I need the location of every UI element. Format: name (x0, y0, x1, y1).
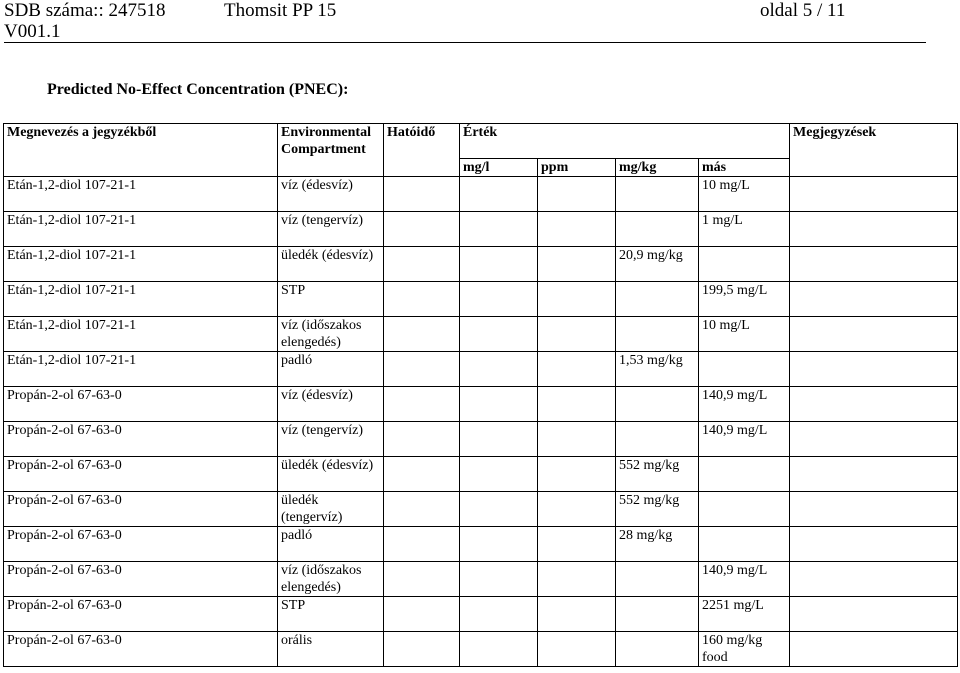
table-row (4, 352, 958, 387)
col-header-period: Hatóidő (384, 124, 460, 159)
col-header-remarks: Megjegyzések (790, 124, 958, 159)
cell-mgkg (616, 177, 699, 212)
cell-period (384, 632, 460, 667)
cell-mgkg (616, 632, 699, 667)
cell-compartment: üledék (édesvíz) (278, 457, 384, 492)
cell-remarks (790, 352, 958, 387)
table-row (4, 282, 958, 317)
cell-compartment: orális (278, 632, 384, 667)
cell-mgl (460, 212, 538, 247)
header-sdb-number: SDB száma:: 247518 (4, 0, 166, 21)
cell-compartment: víz (tengervíz) (278, 422, 384, 457)
col-header-mgkg: mg/kg (616, 159, 699, 177)
cell-compartment: víz (időszakos elengedés) (278, 317, 384, 352)
cell-name: Etán-1,2-diol 107-21-1 (4, 317, 278, 352)
cell-mgl (460, 352, 538, 387)
table-row (4, 527, 958, 562)
cell-mgkg (616, 212, 699, 247)
cell-ppm (538, 422, 616, 457)
pnec-table (3, 123, 958, 667)
cell-mgl (460, 562, 538, 597)
cell-mgkg (616, 282, 699, 317)
cell-mgkg (616, 387, 699, 422)
cell-other: 199,5 mg/L (699, 282, 790, 317)
cell-ppm (538, 597, 616, 632)
cell-name: Etán-1,2-diol 107-21-1 (4, 212, 278, 247)
header-version: V001.1 (4, 21, 61, 42)
cell-mgl (460, 597, 538, 632)
cell-period (384, 562, 460, 597)
cell-compartment: padló (278, 527, 384, 562)
cell-period (384, 177, 460, 212)
cell-remarks (790, 632, 958, 667)
table-row (4, 317, 958, 352)
cell-mgkg (616, 597, 699, 632)
cell-period (384, 352, 460, 387)
cell-compartment: STP (278, 597, 384, 632)
table-row (4, 597, 958, 632)
col-header-period-spacer (384, 159, 460, 177)
table-row (4, 387, 958, 422)
table-row (4, 562, 958, 597)
cell-mgl (460, 422, 538, 457)
cell-mgkg: 1,53 mg/kg (616, 352, 699, 387)
cell-period (384, 387, 460, 422)
cell-mgkg: 28 mg/kg (616, 527, 699, 562)
cell-other (699, 457, 790, 492)
cell-name: Propán-2-ol 67-63-0 (4, 632, 278, 667)
cell-ppm (538, 632, 616, 667)
cell-compartment: üledék (tengervíz) (278, 492, 384, 527)
cell-name: Propán-2-ol 67-63-0 (4, 492, 278, 527)
col-header-name-spacer (4, 159, 278, 177)
cell-period (384, 597, 460, 632)
cell-name: Etán-1,2-diol 107-21-1 (4, 282, 278, 317)
section-title: Predicted No-Effect Concentration (PNEC): (47, 81, 349, 98)
cell-mgkg: 552 mg/kg (616, 492, 699, 527)
header-page-number: oldal 5 / 11 (760, 0, 846, 21)
cell-other (699, 527, 790, 562)
cell-other (699, 492, 790, 527)
cell-ppm (538, 352, 616, 387)
table-row (4, 422, 958, 457)
cell-mgkg (616, 562, 699, 597)
cell-remarks (790, 387, 958, 422)
cell-name: Propán-2-ol 67-63-0 (4, 422, 278, 457)
cell-period (384, 282, 460, 317)
cell-ppm (538, 177, 616, 212)
cell-other: 10 mg/L (699, 177, 790, 212)
cell-name: Propán-2-ol 67-63-0 (4, 527, 278, 562)
cell-other: 140,9 mg/L (699, 422, 790, 457)
table-row (4, 457, 958, 492)
cell-ppm (538, 492, 616, 527)
cell-compartment: STP (278, 282, 384, 317)
cell-remarks (790, 212, 958, 247)
cell-mgl (460, 457, 538, 492)
cell-remarks (790, 597, 958, 632)
cell-mgkg: 552 mg/kg (616, 457, 699, 492)
cell-period (384, 422, 460, 457)
cell-mgl (460, 492, 538, 527)
cell-period (384, 247, 460, 282)
cell-compartment: víz (édesvíz) (278, 387, 384, 422)
table-row (4, 632, 958, 667)
cell-ppm (538, 387, 616, 422)
cell-ppm (538, 212, 616, 247)
cell-other: 10 mg/L (699, 317, 790, 352)
table-row (4, 212, 958, 247)
cell-compartment: víz (időszakos elengedés) (278, 562, 384, 597)
cell-name: Propán-2-ol 67-63-0 (4, 457, 278, 492)
cell-mgl (460, 632, 538, 667)
cell-other: 140,9 mg/L (699, 387, 790, 422)
cell-mgl (460, 247, 538, 282)
cell-remarks (790, 422, 958, 457)
cell-remarks (790, 457, 958, 492)
cell-ppm (538, 247, 616, 282)
col-header-compartment: Environmental Compartment (278, 124, 384, 159)
cell-period (384, 457, 460, 492)
cell-mgkg (616, 317, 699, 352)
cell-ppm (538, 457, 616, 492)
col-header-ppm: ppm (538, 159, 616, 177)
cell-period (384, 317, 460, 352)
cell-remarks (790, 492, 958, 527)
header-divider (4, 42, 926, 43)
cell-name: Etán-1,2-diol 107-21-1 (4, 177, 278, 212)
cell-name: Propán-2-ol 67-63-0 (4, 562, 278, 597)
cell-compartment: üledék (édesvíz) (278, 247, 384, 282)
cell-other: 2251 mg/L (699, 597, 790, 632)
col-header-remarks-spacer (790, 159, 958, 177)
cell-period (384, 212, 460, 247)
cell-other: 140,9 mg/L (699, 562, 790, 597)
col-header-compartment-spacer (278, 159, 384, 177)
cell-name: Etán-1,2-diol 107-21-1 (4, 352, 278, 387)
cell-other (699, 247, 790, 282)
table-row (4, 247, 958, 282)
table-row (4, 177, 958, 212)
cell-name: Propán-2-ol 67-63-0 (4, 387, 278, 422)
cell-other: 160 mg/kg food (699, 632, 790, 667)
cell-period (384, 492, 460, 527)
cell-compartment: víz (édesvíz) (278, 177, 384, 212)
cell-mgkg (616, 422, 699, 457)
cell-mgl (460, 387, 538, 422)
cell-mgkg: 20,9 mg/kg (616, 247, 699, 282)
cell-period (384, 527, 460, 562)
cell-remarks (790, 247, 958, 282)
cell-compartment: padló (278, 352, 384, 387)
cell-other: 1 mg/L (699, 212, 790, 247)
cell-mgl (460, 177, 538, 212)
cell-ppm (538, 562, 616, 597)
col-header-other: más (699, 159, 790, 177)
col-header-mgl: mg/l (460, 159, 538, 177)
cell-mgl (460, 282, 538, 317)
cell-ppm (538, 282, 616, 317)
cell-other (699, 352, 790, 387)
header-product-name: Thomsit PP 15 (224, 0, 337, 21)
cell-mgl (460, 317, 538, 352)
cell-remarks (790, 527, 958, 562)
col-header-value: Érték (460, 124, 790, 159)
cell-ppm (538, 317, 616, 352)
cell-ppm (538, 527, 616, 562)
cell-name: Propán-2-ol 67-63-0 (4, 597, 278, 632)
cell-remarks (790, 317, 958, 352)
cell-remarks (790, 177, 958, 212)
col-header-name: Megnevezés a jegyzékből (4, 124, 278, 159)
cell-remarks (790, 282, 958, 317)
cell-mgl (460, 527, 538, 562)
cell-name: Etán-1,2-diol 107-21-1 (4, 247, 278, 282)
cell-compartment: víz (tengervíz) (278, 212, 384, 247)
table-row (4, 492, 958, 527)
cell-remarks (790, 562, 958, 597)
